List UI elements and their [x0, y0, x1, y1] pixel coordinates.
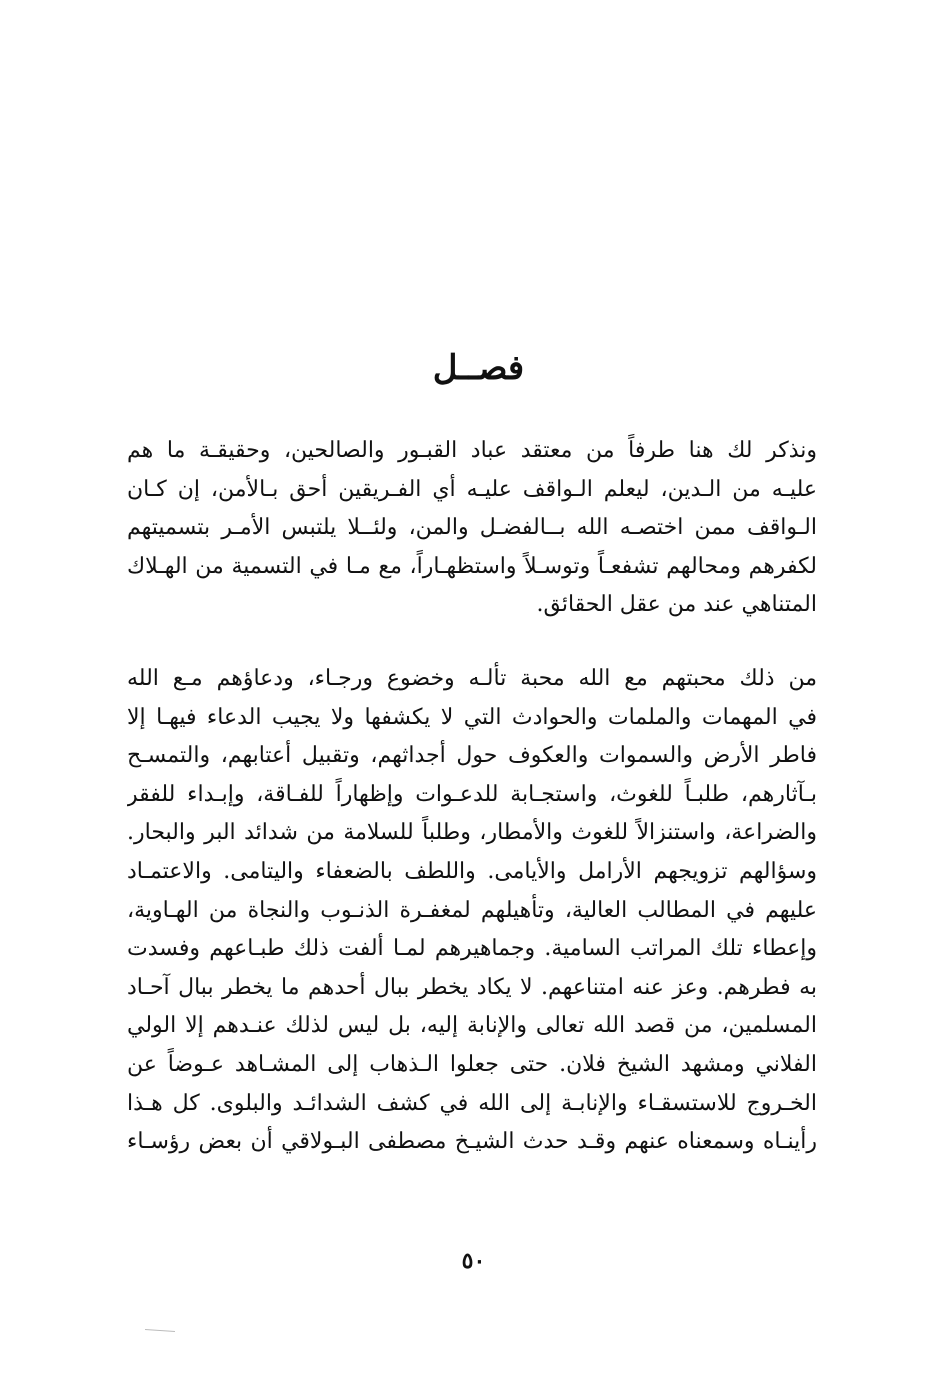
- text-line: المسلمين، من قصد الله تعالى والإنابة إليه، بل ليس لذلك عنـدهم إلا الولي: [127, 1013, 817, 1039]
- text-line: المتناهي عند من عقل الحقائق.: [536, 592, 817, 618]
- text-line: به فطرهم. وعز عنه امتناعهم. لا يكاد يخطر ببال أحدهم ما يخطر ببال آحـاد: [127, 974, 817, 1000]
- text-line: رأينـاه وسمعناه عنهم وقـد حدث الشيـخ مصطفى البـولاقي أن بعض رؤسـاء: [127, 1129, 817, 1155]
- text-line: الـواقف ممن اختصـه الله بــالفضـل والمن، ولئــلا يلتبس الأمـر بتسميتهم: [127, 515, 817, 541]
- text-line: وسؤالهم تزويجهم الأرامل والأيامى. واللطف بالضعفاء واليتامى. والاعتمـاد: [127, 858, 817, 884]
- text-line: والضراعة، واستنزالاً للغوث والأمطار، وطلباً للسلامة من شدائد البر والبحار.: [127, 820, 817, 846]
- text-line: ونذكر لك هنا طرفاً من معتقد عباد القبـور والصالحين، وحقيقـة ما هم: [127, 438, 817, 463]
- text-line: لكفرهم ومحالهم تشفعـاً وتوسـلاً واستظهـاراً، مع مـا في التسمية من الهـلاك: [127, 553, 817, 579]
- text-line: عليـه من الـدين، ليعلم الـواقف عليـه أي الفـريقين أحق بـالأمن، إن كـان: [127, 476, 817, 502]
- text-line: من ذلك محبتهم مع الله محبة تألـه وخضوع ورجـاء، ودعاؤهم مـع الله: [127, 666, 817, 691]
- text-line: الخـروج للاستسقـاء والإنابـة إلى الله في كشف الشدائـد والبلوى. كل هـذا: [127, 1090, 817, 1116]
- text-line: عليهم في المطالب العالية، وتأهيلهم لمغفـرة الذنـوب والنجاة من الهـاوية،: [127, 897, 817, 923]
- paragraph-1: [127, 432, 817, 625]
- text-line: في المهمات والملمات والحوادث التي لا يكشفها ولا يجيب الدعاء فيهـا إلا: [127, 704, 817, 730]
- text-line: بـآثارهم، طلبـاً للغوث، واستجـابة للدعـوات وإظهاراً للفـاقة، وإبـداء للفقر: [127, 781, 817, 807]
- text-line: الفلاني ومشهد الشيخ فلان. حتى جعلوا الـذهاب إلى المشـاهد عـوضاً عن: [127, 1051, 817, 1077]
- scan-mark: [145, 1329, 175, 1332]
- paragraph-2: [127, 660, 817, 1162]
- text-line: فاطر الأرض والسموات والعكوف حول أجداثهم، وتقبيل أعتابهم، والتمسـح: [127, 743, 817, 769]
- page-number: ٥٠: [461, 1248, 486, 1274]
- text-line: وإعطاء تلك المراتب السامية. وجماهيرهم لمـا ألفت ذلك طبـاعهم وفسدت: [127, 936, 817, 962]
- section-heading: فصــل: [432, 348, 525, 388]
